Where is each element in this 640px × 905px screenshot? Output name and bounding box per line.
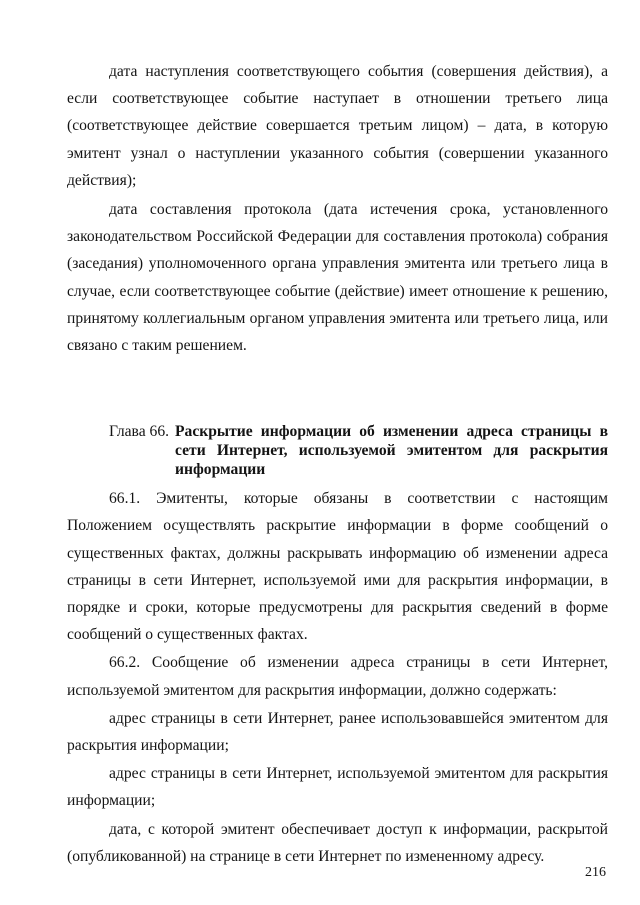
paragraph-event-date: дата наступления соответствующего события (совершения действия), а если соответствующее событие наступает в отношении третьего лица (соответствующее действие совершается третьим лицом) – дата, в которую эмитент узнал о наступлении указанного события (совершении указанного действия); (67, 63, 608, 189)
chapter-heading (67, 422, 608, 479)
chapter-number: Глава 66. (109, 423, 170, 441)
list-item-current-address: адрес страницы в сети Интернет, используемой эмитентом для раскрытия информации; (67, 765, 608, 810)
list-item-previous-address: адрес страницы в сети Интернет, ранее использовавшейся эмитентом для раскрытия информации; (67, 709, 608, 755)
document-page (67, 58, 608, 870)
paragraph-protocol-date: дата составления протокола (дата истечения срока, установленного законодательством Российской Федерации для составления протокола) собрания (заседания) уполномоченного органа управления эмитента или третьего лица в случае, если соответствующее событие (действие) имеет отношение к решению, принятому коллегиальным органом управления эмитента или третьего лица, или связано с таким решением. (67, 201, 608, 355)
list-item-access-date: дата, с которой эмитент обеспечивает доступ к информации, раскрытой (опубликованной) на странице в сети Интернет по измененному адресу. (67, 820, 608, 865)
page-number: 216 (585, 865, 606, 880)
paragraph-66-2: 66.2. Сообщение об изменении адреса страницы в сети Интернет, используемой эмитентом для раскрытия информации, должно содержать: (67, 654, 608, 699)
chapter-title: Раскрытие информации об изменении адреса страницы в сети Интернет, используемой эмитентом для раскрытия информации (175, 423, 608, 479)
paragraph-66-1: 66.1. Эмитенты, которые обязаны в соответствии с настоящим Положением осуществлять раскрытие информации в форме сообщений о существенных фактах, должны раскрывать информацию об изменении адреса страницы в сети Интернет, используемой ими для раскрытия информации, в порядке и сроки, которые предусмотрены для раскрытия сведений в форме сообщений о существенных фактах. (67, 490, 608, 644)
